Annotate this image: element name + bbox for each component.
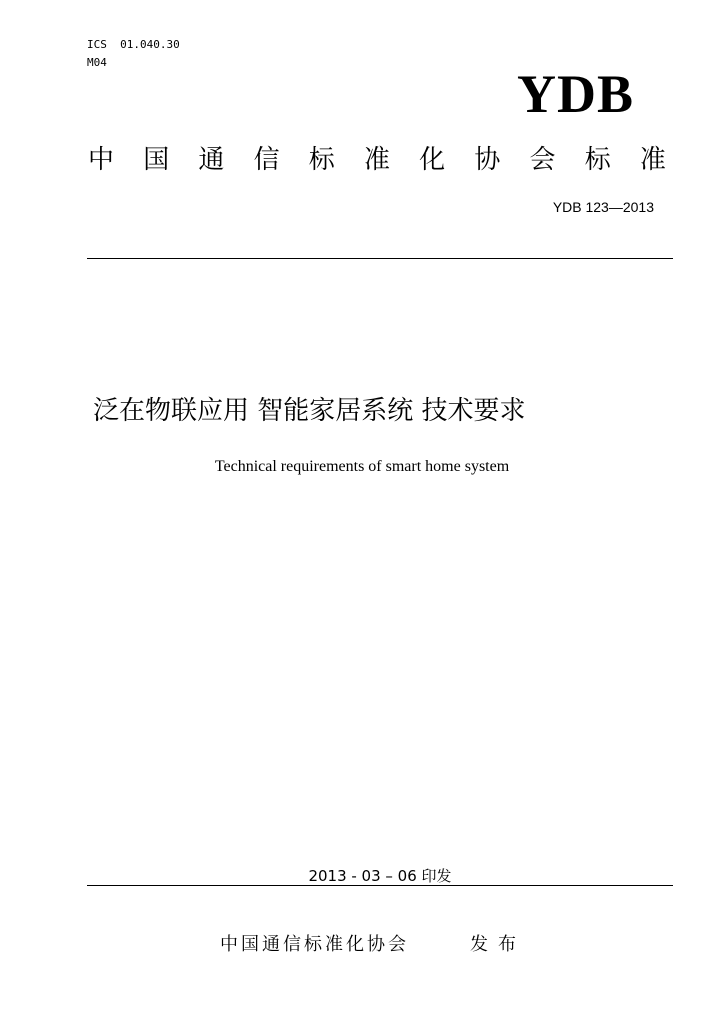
org-title-char: 通 bbox=[198, 145, 225, 175]
organization-standard-title bbox=[88, 143, 666, 177]
publish-label: 发布 bbox=[470, 934, 526, 955]
header-divider bbox=[87, 258, 673, 259]
footer-divider bbox=[87, 885, 673, 886]
ics-code: ICS 01.040.30 bbox=[87, 38, 180, 51]
org-title-char: 信 bbox=[253, 145, 280, 175]
publisher-name: 中国通信标准化协会 bbox=[220, 934, 409, 955]
document-title-chinese: 泛在物联应用 智能家居系统 技术要求 bbox=[93, 396, 526, 426]
org-title-char: 标 bbox=[308, 145, 335, 175]
standard-number: YDB 123—2013 bbox=[552, 199, 654, 215]
english-title-text: Technical requirements of smart home system bbox=[214, 458, 510, 475]
org-title-char: 中 bbox=[88, 145, 115, 175]
document-title-english bbox=[0, 456, 724, 478]
org-title-char: 化 bbox=[419, 145, 446, 175]
org-title-char: 国 bbox=[143, 145, 170, 175]
issue-date: 2013 - 03 – 06 印发 bbox=[308, 867, 452, 885]
standard-logo: YDB bbox=[516, 64, 634, 124]
org-title-char: 标 bbox=[584, 145, 611, 175]
org-title-char: 准 bbox=[363, 145, 390, 175]
org-title-char: 协 bbox=[474, 145, 501, 175]
ccs-code: M04 bbox=[87, 56, 107, 69]
org-title-char: 准 bbox=[639, 145, 666, 175]
org-title-char: 会 bbox=[529, 145, 556, 175]
